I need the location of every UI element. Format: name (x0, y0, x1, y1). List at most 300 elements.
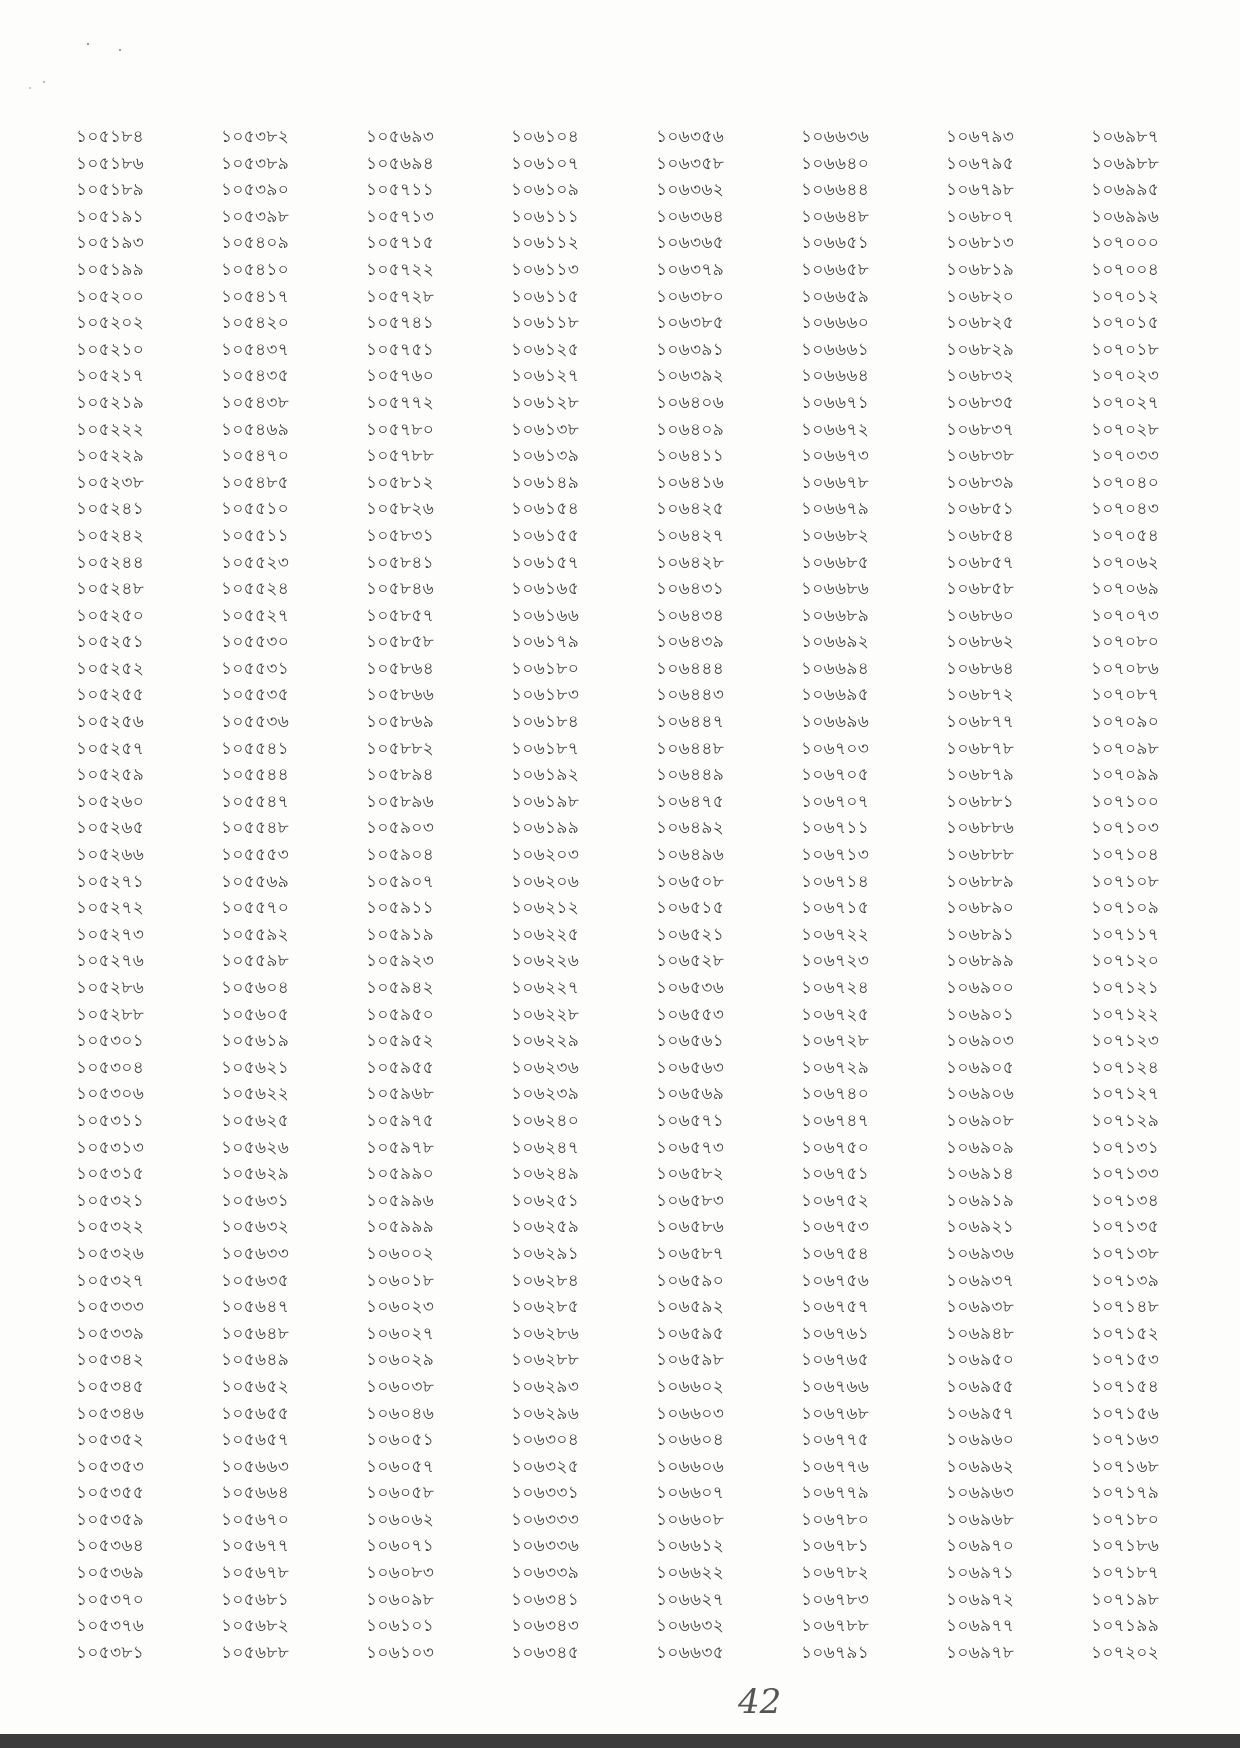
roll-number-cell: ১০৭১৮০ (1091, 1509, 1160, 1530)
roll-number-cell: ১০৬১৯৯ (511, 818, 580, 839)
roll-number-cell: ১০৬৬৫৯ (801, 286, 870, 307)
roll-number-cell: ১০৬৩৫৮ (656, 153, 725, 174)
roll-number-cell: ১০৬৪১৬ (656, 472, 725, 493)
roll-number-cell: ১০৫৬৬৩ (221, 1456, 290, 1477)
roll-number-cell: ১০৭১০০ (1091, 791, 1160, 812)
roll-number-cell: ১০৫৮৪১ (366, 552, 435, 573)
roll-number-cell: ১০৫২৫০ (76, 605, 145, 626)
roll-number-cell: ১০৫১৮৯ (76, 180, 145, 201)
roll-number-cell: ১০৫৩১৩ (76, 1137, 145, 1158)
roll-number-cell: ১০৫৯১৯ (366, 924, 435, 945)
roll-number-cell: ১০৬৫০৮ (656, 871, 725, 892)
roll-number-cell: ১০৫৬৮২ (221, 1616, 290, 1637)
roll-number-cell: ১০৬৫৯০ (656, 1270, 725, 1291)
roll-number-cell: ১০৬৬৬০ (801, 313, 870, 334)
roll-number-cell: ১০৬৩৮৫ (656, 313, 725, 334)
roll-number-cell: ১০৫৪৭০ (221, 446, 290, 467)
roll-number-cell: ১০৬১৫৪ (511, 499, 580, 520)
roll-number-cell: ১০৬১৩৮ (511, 419, 580, 440)
roll-number-cell: ১০৫৭৬০ (366, 366, 435, 387)
roll-number-cell: ১০৫৯৭৮ (366, 1137, 435, 1158)
roll-number-cell: ১০৬৬৭১ (801, 392, 870, 413)
roll-number-cell: ১০৬৬৪৪ (801, 180, 870, 201)
roll-number-cell: ১০৫৩২১ (76, 1190, 145, 1211)
roll-number-cell: ১০৬২২৯ (511, 1031, 580, 1052)
roll-number-cell: ১০৬৯৩৭ (946, 1270, 1015, 1291)
roll-number-cell: ১০৬৫৫৩ (656, 1004, 725, 1025)
roll-number-cell: ১০৬৬১২ (656, 1536, 725, 1557)
roll-number-cell: ১০৫৮২৬ (366, 499, 435, 520)
roll-number-cell: ১০৫২১০ (76, 339, 145, 360)
roll-number-cell: ১০৫৯৫৫ (366, 1057, 435, 1078)
roll-number-cell: ১০৫৬৪৮ (221, 1323, 290, 1344)
roll-number-cell: ১০৬৯৬৮ (946, 1509, 1015, 1530)
roll-number-cell: ১০৬২১২ (511, 898, 580, 919)
roll-number-cell: ১০৭০৬২ (1091, 552, 1160, 573)
roll-number-cell: ১০৬১১১ (511, 206, 580, 227)
roll-number-cell: ১০৫৭২৮ (366, 286, 435, 307)
roll-number-cell: ১০৫২০০ (76, 286, 145, 307)
roll-number-cell: ১০৬৩৬২ (656, 180, 725, 201)
roll-number-cell: ১০৫৬১৯ (221, 1031, 290, 1052)
roll-number-cell: ১০৬৫২৮ (656, 951, 725, 972)
roll-number-cell: ১০৬৭২২ (801, 924, 870, 945)
roll-number-cell: ১০৬১১২ (511, 233, 580, 254)
roll-number-cell: ১০৫৬৩৩ (221, 1243, 290, 1264)
number-column (1091, 124, 1236, 1666)
roll-number-cell: ১০৫৯১১ (366, 898, 435, 919)
roll-number-cell: ১০৭২০২ (1091, 1642, 1160, 1663)
roll-number-cell: ১০৬৯০০ (946, 978, 1015, 998)
roll-number-cell: ১০৬৭১৪ (801, 871, 870, 892)
roll-number-cell: ১০৬৭৫৪ (801, 1243, 870, 1264)
roll-number-cell: ১০৬১৯২ (511, 765, 580, 786)
roll-number-cell: ১০৬৪২৮ (656, 552, 725, 573)
roll-number-cell: ১০৬৯৭১ (946, 1563, 1015, 1584)
roll-number-cell: ১০৫৭৫১ (366, 339, 435, 360)
roll-number-cell: ১০৫৮৮২ (366, 738, 435, 759)
roll-number-cell: ১০৬৮৯৯ (946, 951, 1015, 972)
roll-number-cell: ১০৫৪২০ (221, 313, 290, 334)
roll-number-cell: ১০৬১০৭ (511, 153, 580, 174)
roll-number-cell: ১০৫৭১১ (366, 180, 435, 201)
roll-number-cell: ১০৬৬৭৯ (801, 499, 870, 520)
roll-number-cell: ১০৬১০৯ (511, 180, 580, 201)
roll-number-cell: ১০৬৬৯৫ (801, 685, 870, 706)
roll-number-cell: ১০৬৬৫১ (801, 233, 870, 254)
roll-number-cell: ১০৭১৮৬ (1091, 1536, 1160, 1557)
roll-number-cell: ১০৭০৩৩ (1091, 446, 1160, 467)
roll-number-cell: ১০৬৫৮৭ (656, 1243, 725, 1264)
roll-number-cell: ১০৫৫২৪ (221, 579, 290, 600)
roll-number-cell: ১০৬৭৭৫ (801, 1430, 870, 1451)
roll-number-cell: ১০৬৬৮৯ (801, 605, 870, 626)
roll-number-cell: ১০৫৩৩৯ (76, 1323, 145, 1344)
roll-number-cell: ১০৬৭১১ (801, 818, 870, 839)
roll-number-cell: ১০৫১৮৬ (76, 153, 145, 174)
roll-number-cell: ১০৬৭২৩ (801, 951, 870, 972)
roll-number-cell: ১০৬৩২৫ (511, 1456, 580, 1477)
roll-number-cell: ১০৫৭১৫ (366, 233, 435, 254)
roll-number-cell: ১০৭১৩৫ (1091, 1217, 1160, 1238)
roll-number-cell: ১০৭০৫৪ (1091, 525, 1160, 546)
roll-number-cell: ১০৬০২৭ (366, 1323, 435, 1344)
roll-number-cell: ১০৫৯০৭ (366, 871, 435, 892)
roll-number-cell: ১০৬১৮৩ (511, 685, 580, 706)
roll-number-cell: ১০৬৪৪৪ (656, 658, 725, 679)
roll-number-cell: ১০৬৮৭৭ (946, 712, 1015, 733)
roll-number-cell: ১০৫৪১০ (221, 259, 290, 280)
roll-number-cell: ১০৫৩০১ (76, 1031, 145, 1052)
roll-number-cell: ১০৬৬০৬ (656, 1456, 725, 1477)
roll-number-cell: ১০৬৭৮০ (801, 1509, 870, 1530)
roll-number-cell: ১০৫৮৯৬ (366, 791, 435, 812)
roll-number-cell: ১০৫৬৩২ (221, 1217, 290, 1238)
roll-number-cell: ১০৭০০০ (1091, 233, 1160, 254)
roll-number-cell: ১০৬৮১৩ (946, 233, 1015, 254)
roll-number-cell: ১০৬৭৯৮ (946, 180, 1015, 201)
roll-number-cell: ১০৬২৩৯ (511, 1084, 580, 1105)
roll-number-cell: ১০৬৪০৬ (656, 392, 725, 413)
roll-number-cell: ১০৬৯০৫ (946, 1057, 1015, 1078)
roll-number-cell: ১০৫৬৭০ (221, 1509, 290, 1530)
roll-number-cell: ১০৭১২৩ (1091, 1031, 1160, 1052)
roll-number-cell: ১০৬৪৭৫ (656, 791, 725, 812)
roll-number-cell: ১০৫২৬০ (76, 791, 145, 812)
roll-number-cell: ১০৭১০৮ (1091, 871, 1160, 892)
roll-number-cell: ১০৫২৫১ (76, 632, 145, 653)
roll-number-cell: ১০৫৬২৯ (221, 1164, 290, 1185)
roll-number-cell: ১০৬৯৯৫ (1091, 180, 1160, 201)
roll-number-cell: ১০৫১৮৪ (76, 127, 145, 147)
roll-number-cell: ১০৬১৪৯ (511, 472, 580, 493)
roll-number-cell: ১০৬২২৫ (511, 924, 580, 945)
roll-number-cell: ১০৬৮৭২ (946, 685, 1015, 706)
roll-number-cell: ১০৫৫৬৯ (221, 871, 290, 892)
roll-number-cell: ১০৬৭২৮ (801, 1031, 870, 1052)
roll-number-cell: ১০৬২৮৬ (511, 1323, 580, 1344)
roll-number-cell: ১০৭০১২ (1091, 286, 1160, 307)
number-column (76, 124, 221, 1666)
roll-number-cell: ১০৫২৫৫ (76, 685, 145, 706)
roll-number-cell: ১০৬১২৫ (511, 339, 580, 360)
roll-number-cell: ১০৭০৯৯ (1091, 765, 1160, 786)
roll-number-cell: ১০৬৮৬২ (946, 632, 1015, 653)
roll-number-cell: ১০৬৪৪৭ (656, 712, 725, 733)
roll-number-cell: ১০৬৫৬৯ (656, 1084, 725, 1105)
roll-number-cell: ১০৭০৮৭ (1091, 685, 1160, 706)
roll-number-cell: ১০৬৯০৩ (946, 1031, 1015, 1052)
roll-number-cell: ১০৬৪৩১ (656, 579, 725, 600)
roll-number-cell: ১০৬১৮০ (511, 658, 580, 679)
roll-number-cell: ১০৬৯৩৮ (946, 1297, 1015, 1318)
roll-number-cell: ১০৬৯৭৮ (946, 1642, 1015, 1663)
roll-number-cell: ১০৬৭২৫ (801, 1004, 870, 1025)
roll-number-cell: ১০৬০৫৮ (366, 1483, 435, 1504)
roll-number-cell: ১০৬২৮৫ (511, 1297, 580, 1318)
roll-number-cell: ১০৬৪৯২ (656, 818, 725, 839)
roll-number-cell: ১০৭১৩৩ (1091, 1164, 1160, 1185)
roll-number-cell: ১০৭১২১ (1091, 978, 1160, 998)
roll-number-cell: ১০৫৯৫০ (366, 1004, 435, 1025)
roll-number-cell: ১০৫২৬৬ (76, 845, 145, 866)
roll-number-cell: ১০৬২৪৭ (511, 1137, 580, 1158)
roll-number-cell: ১০৬৬৯৪ (801, 658, 870, 679)
roll-number-cell: ১০৫৭৮৮ (366, 446, 435, 467)
roll-number-cell: ১০৬২০৬ (511, 871, 580, 892)
roll-number-cell: ১০৬৮৩৮ (946, 446, 1015, 467)
roll-number-cell: ১০৭১২০ (1091, 951, 1160, 972)
roll-number-cell: ১০৬৮৭৯ (946, 765, 1015, 786)
roll-number-cell: ১০৫২৪১ (76, 499, 145, 520)
number-column (221, 124, 366, 1666)
roll-number-cell: ১০৫৮১২ (366, 472, 435, 493)
roll-number-cell: ১০৬৯৪৮ (946, 1323, 1015, 1344)
roll-number-cell: ১০৬৬০২ (656, 1376, 725, 1397)
roll-number-cell: ১০৭০৮০ (1091, 632, 1160, 653)
roll-number-cell: ১০৫২৫৬ (76, 712, 145, 733)
roll-number-cell: ১০৬৯০৯ (946, 1137, 1015, 1158)
roll-number-cell: ১০৬৭৯১ (801, 1642, 870, 1663)
roll-number-cell: ১০৬৩৬৪ (656, 206, 725, 227)
roll-number-cell: ১০৬৭৫৩ (801, 1217, 870, 1238)
number-column (656, 124, 801, 1666)
roll-number-cell: ১০৬৫৯২ (656, 1297, 725, 1318)
roll-number-cell: ১০৬৩৫৬ (656, 127, 725, 147)
roll-number-cell: ১০৫২১৭ (76, 366, 145, 387)
roll-number-cell: ১০৫৫৪৭ (221, 791, 290, 812)
roll-number-cell: ১০৫২৪৪ (76, 552, 145, 573)
roll-number-cell: ১০৫২৫৭ (76, 738, 145, 759)
roll-number-cell: ১০৬৭৭৬ (801, 1456, 870, 1477)
roll-number-cell: ১০৬১১৫ (511, 286, 580, 307)
roll-number-cell: ১০৫৩৫৯ (76, 1509, 145, 1530)
roll-number-cell: ১০৬৭৯৩ (946, 127, 1015, 147)
roll-number-cell: ১০৬৪৪৩ (656, 685, 725, 706)
roll-number-cell: ১০৫৬৪৯ (221, 1350, 290, 1371)
roll-number-cell: ১০৫৯০৪ (366, 845, 435, 866)
roll-number-cell: ১০৬৪৪৮ (656, 738, 725, 759)
roll-number-cell: ১০৬০৭১ (366, 1536, 435, 1557)
roll-number-cell: ১০৭১০৪ (1091, 845, 1160, 866)
roll-number-cell: ১০৫৮৪৬ (366, 579, 435, 600)
roll-number-cell: ১০৫৯৪২ (366, 978, 435, 998)
roll-number-cell: ১০৫৩৫৫ (76, 1483, 145, 1504)
roll-number-cell: ১০৫৬৭৮ (221, 1563, 290, 1584)
roll-number-cell: ১০৬৬৩৫ (656, 1642, 725, 1663)
roll-number-cell: ১০৬৫৮২ (656, 1164, 725, 1185)
roll-number-cell: ১০৬৭৪০ (801, 1084, 870, 1105)
roll-number-cell: ১০৬৫৭৩ (656, 1137, 725, 1158)
roll-number-cell: ১০৫৬৫৫ (221, 1403, 290, 1424)
roll-number-cell: ১০৬৯২১ (946, 1217, 1015, 1238)
roll-number-cell: ১০৬৬৪০ (801, 153, 870, 174)
roll-number-cell: ১০৬৮৮৯ (946, 871, 1015, 892)
roll-number-cell: ১০৭১৫৩ (1091, 1350, 1160, 1371)
roll-number-cell: ১০৬০১৮ (366, 1270, 435, 1291)
roll-number-cell: ১০৫৪৩৫ (221, 366, 290, 387)
roll-number-cell: ১০৬১১৮ (511, 313, 580, 334)
roll-number-cell: ১০৬৬৭৮ (801, 472, 870, 493)
roll-number-cell: ১০৬৬৭৩ (801, 446, 870, 467)
roll-number-cell: ১০৬৮১৯ (946, 259, 1015, 280)
roll-number-cell: ১০৫৬২২ (221, 1084, 290, 1105)
roll-number-cell: ১০৬৪৩৪ (656, 605, 725, 626)
roll-number-cell: ১০৬৭০৭ (801, 791, 870, 812)
roll-number-cell: ১০৬২৮৮ (511, 1350, 580, 1371)
roll-number-cell: ১০৫৩৮২ (221, 127, 290, 147)
roll-number-cell: ১০৭১২৪ (1091, 1057, 1160, 1078)
roll-number-cell: ১০৬৩৪১ (511, 1589, 580, 1610)
roll-number-cell: ১০৬১৫৫ (511, 525, 580, 546)
roll-number-cell: ১০৫৩৩৩ (76, 1297, 145, 1318)
roll-number-cell: ১০৬৮২৯ (946, 339, 1015, 360)
roll-number-cell: ১০৫৪০৯ (221, 233, 290, 254)
roll-number-cell: ১০৬২২৮ (511, 1004, 580, 1025)
roll-number-cell: ১০৬১১৩ (511, 259, 580, 280)
roll-number-cell: ১০৬৮৬০ (946, 605, 1015, 626)
roll-number-cell: ১০৫৬৯৪ (366, 153, 435, 174)
roll-number-cell: ১০৬১২৭ (511, 366, 580, 387)
number-column (801, 124, 946, 1666)
roll-number-cell: ১০৫৮৬৯ (366, 712, 435, 733)
roll-number-cell: ১০৭১৩১ (1091, 1137, 1160, 1158)
roll-number-cell: ১০৬৭০৩ (801, 738, 870, 759)
roll-number-cell: ১০৫৫১০ (221, 499, 290, 520)
roll-number-cell: ১০৫৯৯০ (366, 1164, 435, 1185)
roll-number-cell: ১০৫৬০৪ (221, 978, 290, 998)
roll-number-cell: ১০৫২৭৬ (76, 951, 145, 972)
roll-number-cell: ১০৫৩৬৯ (76, 1563, 145, 1584)
roll-number-cell: ১০৫৮৯৪ (366, 765, 435, 786)
roll-number-cell: ১০৫২৬৫ (76, 818, 145, 839)
roll-number-cell: ১০৬৪৯৬ (656, 845, 725, 866)
roll-number-cell: ১০৬৯৭৭ (946, 1616, 1015, 1637)
roll-number-cell: ১০৭১৩৯ (1091, 1270, 1160, 1291)
roll-number-cell: ১০৬৮৩৯ (946, 472, 1015, 493)
roll-number-cell: ১০৬৬৬৪ (801, 366, 870, 387)
roll-number-cell: ১০৫৬০৫ (221, 1004, 290, 1025)
roll-number-cell: ১০৫৬৩১ (221, 1190, 290, 1211)
roll-number-cell: ১০৫৬২১ (221, 1057, 290, 1078)
roll-number-cell: ১০৬২৩৬ (511, 1057, 580, 1078)
roll-number-cell: ১০৬৮৬৪ (946, 658, 1015, 679)
roll-number-cell: ১০৬৮৫১ (946, 499, 1015, 520)
roll-number-cell: ১০৬৮৫৭ (946, 552, 1015, 573)
roll-number-cell: ১০৭১৭৯ (1091, 1483, 1160, 1504)
roll-number-cell: ১০৬৬০৪ (656, 1430, 725, 1451)
roll-number-cell: ১০৫৩৯০ (221, 180, 290, 201)
roll-number-cell: ১০৬৭৭৯ (801, 1483, 870, 1504)
roll-number-cell: ১০৬৭৪৭ (801, 1110, 870, 1131)
roll-number-table (76, 124, 1236, 1666)
roll-number-cell: ১০৬৭৮২ (801, 1563, 870, 1584)
roll-number-cell: ১০৬৫৩৬ (656, 978, 725, 998)
roll-number-cell: ১০৬০২৩ (366, 1297, 435, 1318)
roll-number-cell: ১০৬৮৮৮ (946, 845, 1015, 866)
roll-number-cell: ১০৫৪৬৯ (221, 419, 290, 440)
roll-number-cell: ১০৬৯০৮ (946, 1110, 1015, 1131)
roll-number-cell: ১০৭১০৯ (1091, 898, 1160, 919)
roll-number-cell: ১০৫২৮৮ (76, 1004, 145, 1025)
roll-number-cell: ১০৫৭২২ (366, 259, 435, 280)
roll-number-cell: ১০৫৪৩৭ (221, 339, 290, 360)
roll-number-cell: ১০৫৮৫৭ (366, 605, 435, 626)
roll-number-cell: ১০৬৮২০ (946, 286, 1015, 307)
roll-number-cell: ১০৫৫৩১ (221, 658, 290, 679)
roll-number-cell: ১০৬২৯৬ (511, 1403, 580, 1424)
roll-number-cell: ১০৬৭২৯ (801, 1057, 870, 1078)
roll-number-cell: ১০৭১৫২ (1091, 1323, 1160, 1344)
roll-number-cell: ১০৬৫১৫ (656, 898, 725, 919)
roll-number-cell: ১০৬২৫৯ (511, 1217, 580, 1238)
roll-number-cell: ১০৫৫৪৮ (221, 818, 290, 839)
roll-number-cell: ১০৬৯৬২ (946, 1456, 1015, 1477)
roll-number-cell: ১০৬০২৯ (366, 1350, 435, 1371)
roll-number-cell: ১০৬৭৮৩ (801, 1589, 870, 1610)
roll-number-cell: ১০৫৭৮০ (366, 419, 435, 440)
roll-number-cell: ১০৬৩৯১ (656, 339, 725, 360)
roll-number-cell: ১০৫৩২৬ (76, 1243, 145, 1264)
roll-number-cell: ১০৫২৮৬ (76, 978, 145, 998)
roll-number-cell: ১০৭০১৮ (1091, 339, 1160, 360)
roll-number-cell: ১০৫৬৭৭ (221, 1536, 290, 1557)
roll-number-cell: ১০৭১৬৩ (1091, 1430, 1160, 1451)
roll-number-cell: ১০৬১২৮ (511, 392, 580, 413)
roll-number-cell: ১০৬৯৬৩ (946, 1483, 1015, 1504)
roll-number-cell: ১০৬৩৬৫ (656, 233, 725, 254)
roll-number-cell: ১০৫২৭২ (76, 898, 145, 919)
roll-number-cell: ১০৬৫৬৩ (656, 1057, 725, 1078)
roll-number-cell: ১০৭১২৭ (1091, 1084, 1160, 1105)
roll-number-cell: ১০৭১৯৮ (1091, 1589, 1160, 1610)
roll-number-cell: ১০৬৭৫১ (801, 1164, 870, 1185)
roll-number-cell: ১০৬৬৮৫ (801, 552, 870, 573)
roll-number-cell: ১০৫২৫৯ (76, 765, 145, 786)
scan-specks (0, 0, 1240, 120)
roll-number-cell: ১০৬৩৯২ (656, 366, 725, 387)
roll-number-cell: ১০৫৯৯৬ (366, 1190, 435, 1211)
roll-number-cell: ১০৭০১৫ (1091, 313, 1160, 334)
roll-number-cell: ১০৬৭৫৬ (801, 1270, 870, 1291)
roll-number-cell: ১০৬৪৪৯ (656, 765, 725, 786)
roll-number-cell: ১০৬০০২ (366, 1243, 435, 1264)
roll-number-cell: ১০৭০০৪ (1091, 259, 1160, 280)
roll-number-cell: ১০৬৯৫৭ (946, 1403, 1015, 1424)
roll-number-cell: ১০৬৫৮৩ (656, 1190, 725, 1211)
roll-number-cell: ১০৫৯২৩ (366, 951, 435, 972)
roll-number-cell: ১০৫২৪৮ (76, 579, 145, 600)
roll-number-cell: ১০৫৩০৬ (76, 1084, 145, 1105)
roll-number-cell: ১০৫১৯৩ (76, 233, 145, 254)
roll-number-cell: ১০৬৬০৭ (656, 1483, 725, 1504)
roll-number-cell: ১০৬১০১ (366, 1616, 435, 1637)
roll-number-cell: ১০৭১৫৬ (1091, 1403, 1160, 1424)
roll-number-cell: ১০৬০৫৭ (366, 1456, 435, 1477)
roll-number-cell: ১০৬৪১১ (656, 446, 725, 467)
roll-number-cell: ১০৬৫৬১ (656, 1031, 725, 1052)
roll-number-cell: ১০৬৯৬০ (946, 1430, 1015, 1451)
roll-number-cell: ১০৬৬৪৮ (801, 206, 870, 227)
roll-number-cell: ১০৬১৮৪ (511, 712, 580, 733)
roll-number-cell: ১০৫৬২৫ (221, 1110, 290, 1131)
roll-number-cell: ১০৬৬২৭ (656, 1589, 725, 1610)
roll-number-cell: ১০৬৮৩৫ (946, 392, 1015, 413)
roll-number-cell: ১০৬৮৮১ (946, 791, 1015, 812)
roll-number-cell: ১০৬৯৫৫ (946, 1376, 1015, 1397)
roll-number-cell: ১০৭১৬৮ (1091, 1456, 1160, 1477)
roll-number-cell: ১০৫৯৬৮ (366, 1084, 435, 1105)
